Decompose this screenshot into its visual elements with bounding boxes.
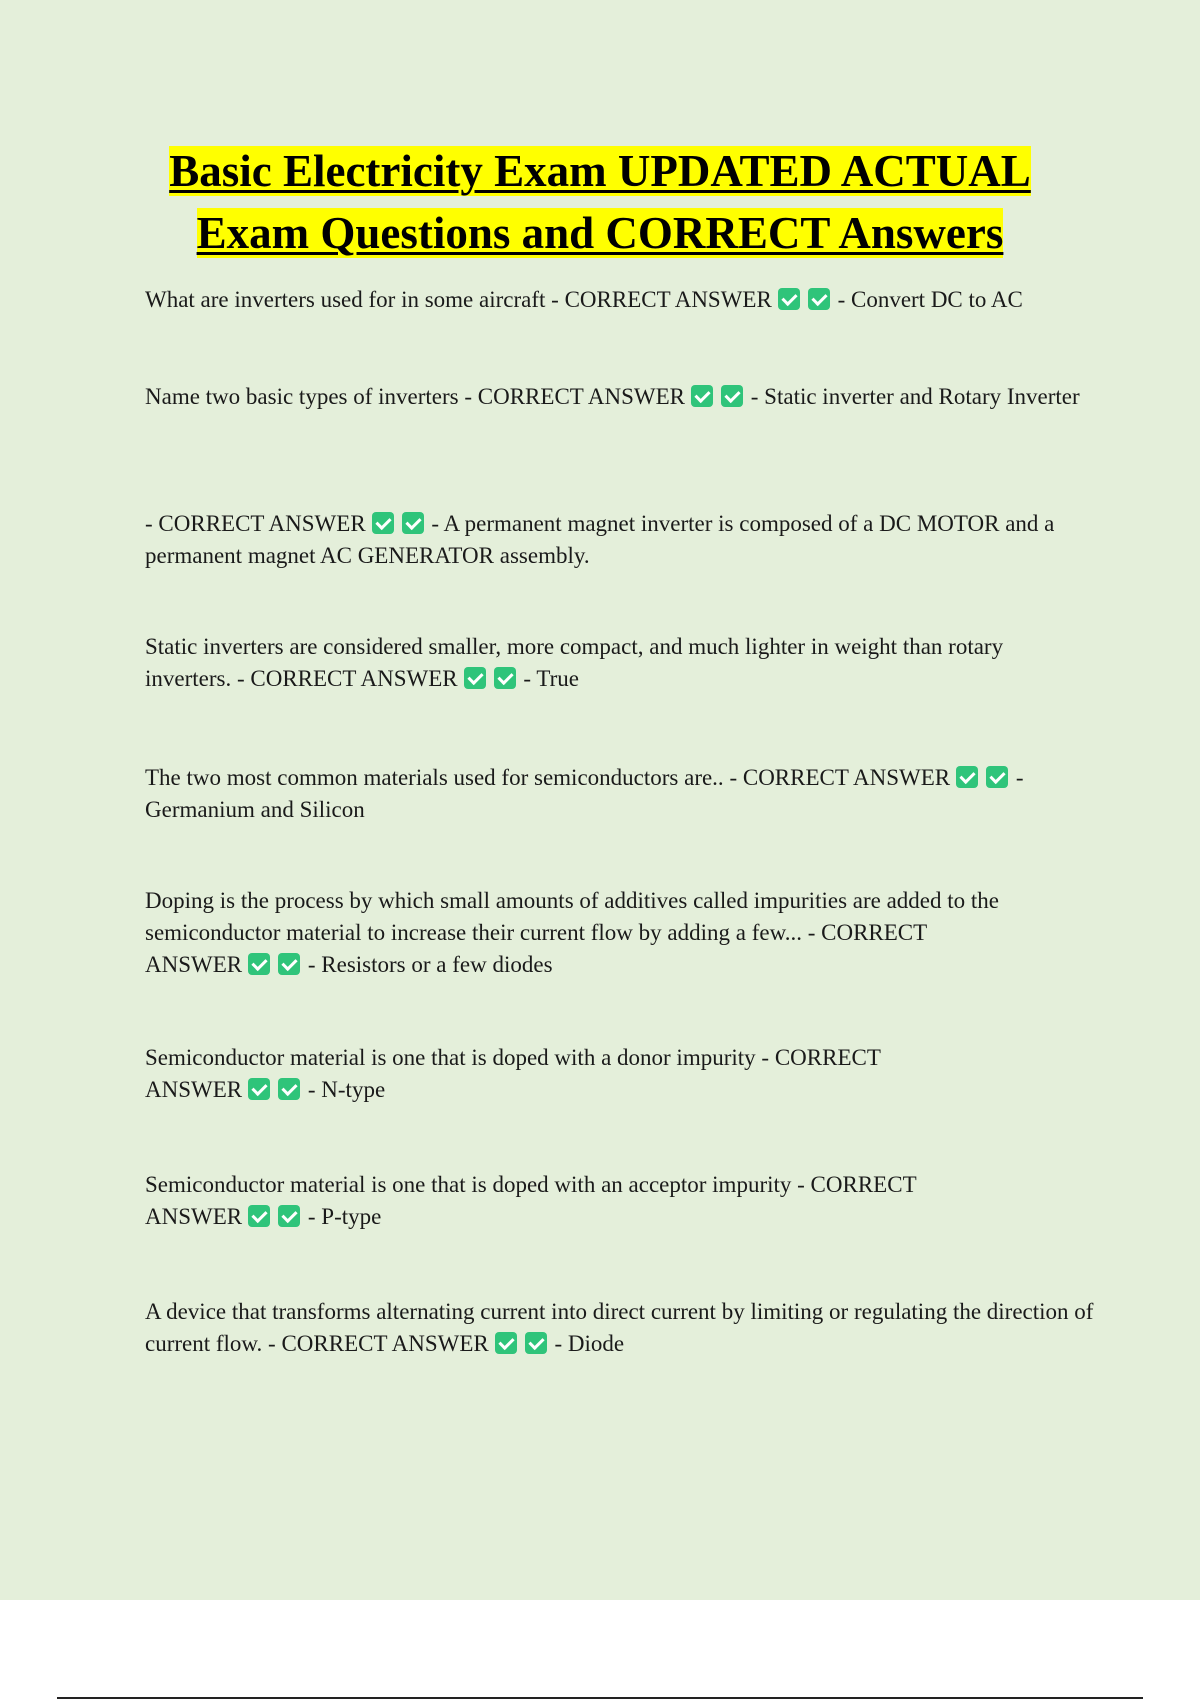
answer-text: - Resistors or a few diodes	[307, 952, 553, 977]
answer-text: - Diode	[554, 1331, 625, 1356]
qa-item-6	[145, 885, 1095, 981]
check-icon	[525, 1332, 547, 1354]
check-icon	[986, 766, 1008, 788]
check-icon	[494, 667, 516, 689]
check-icon	[721, 385, 743, 407]
answer-marker: - CORRECT ANSWER	[145, 511, 366, 536]
question-text: Static inverters are considered smaller, more compact, and much lighter in weight than rotary inverters.	[145, 634, 1004, 691]
title-line-2: Exam Questions and CORRECT Answers	[196, 208, 1004, 258]
answer-text: - True	[523, 666, 579, 691]
check-icon	[278, 1205, 300, 1227]
qa-item-9	[145, 1296, 1095, 1360]
answer-text: - Convert DC to AC	[837, 287, 1023, 312]
question-text: Name two basic types of inverters	[145, 384, 459, 409]
check-icon	[372, 512, 394, 534]
answer-text: - N-type	[307, 1077, 386, 1102]
answer-marker: - CORRECT	[807, 920, 928, 945]
answer-text: - Static inverter and Rotary Inverter	[750, 384, 1080, 409]
qa-item-7	[145, 1042, 1095, 1106]
document-title	[0, 140, 1200, 264]
question-text: A device that transforms alternating current into direct current by limiting or regulating the direction of current flow.	[145, 1299, 1094, 1356]
check-icon	[402, 512, 424, 534]
check-icon	[691, 385, 713, 407]
answer-marker-word: ANSWER	[145, 952, 243, 977]
answer-text: - Germanium and Silicon	[145, 765, 1024, 822]
qa-item-8	[145, 1169, 1095, 1233]
check-icon	[248, 953, 270, 975]
check-icon	[248, 1205, 270, 1227]
check-icon	[495, 1332, 517, 1354]
question-text: Semiconductor material is one that is doped with a donor impurity	[145, 1045, 756, 1070]
answer-marker: - CORRECT ANSWER	[729, 765, 951, 790]
question-text: What are inverters used for in some aircraft	[145, 287, 546, 312]
title-line-1: Basic Electricity Exam UPDATED ACTUAL	[169, 146, 1031, 196]
check-icon	[278, 953, 300, 975]
answer-marker: - CORRECT ANSWER	[236, 666, 458, 691]
answer-marker-word: ANSWER	[145, 1204, 243, 1229]
answer-marker: - CORRECT	[761, 1045, 881, 1070]
question-text: Doping is the process by which small amounts of additives called impurities are added to the semiconductor material to increase their current flow by adding a few...	[145, 888, 999, 945]
check-icon	[808, 288, 830, 310]
check-icon	[778, 288, 800, 310]
check-icon	[464, 667, 486, 689]
qa-item-3	[145, 508, 1095, 572]
qa-item-4	[145, 631, 1095, 695]
footer-divider	[57, 1697, 1143, 1699]
qa-item-2	[145, 381, 1095, 413]
answer-marker: - CORRECT ANSWER	[464, 384, 686, 409]
qa-item-1	[145, 284, 1095, 316]
check-icon	[248, 1078, 270, 1100]
answer-text: - A permanent magnet inverter is composed of a DC MOTOR and a permanent magnet AC GENERATOR assembly.	[145, 511, 1055, 568]
question-text: Semiconductor material is one that is doped with an acceptor impurity	[145, 1172, 792, 1197]
check-icon	[956, 766, 978, 788]
answer-marker-word: ANSWER	[145, 1077, 243, 1102]
check-icon	[278, 1078, 300, 1100]
qa-item-5	[145, 762, 1095, 826]
question-text: The two most common materials used for semiconductors are..	[145, 765, 724, 790]
answer-marker: - CORRECT ANSWER	[268, 1331, 489, 1356]
answer-marker: - CORRECT	[797, 1172, 917, 1197]
answer-marker: - CORRECT ANSWER	[551, 287, 772, 312]
answer-text: - P-type	[307, 1204, 382, 1229]
